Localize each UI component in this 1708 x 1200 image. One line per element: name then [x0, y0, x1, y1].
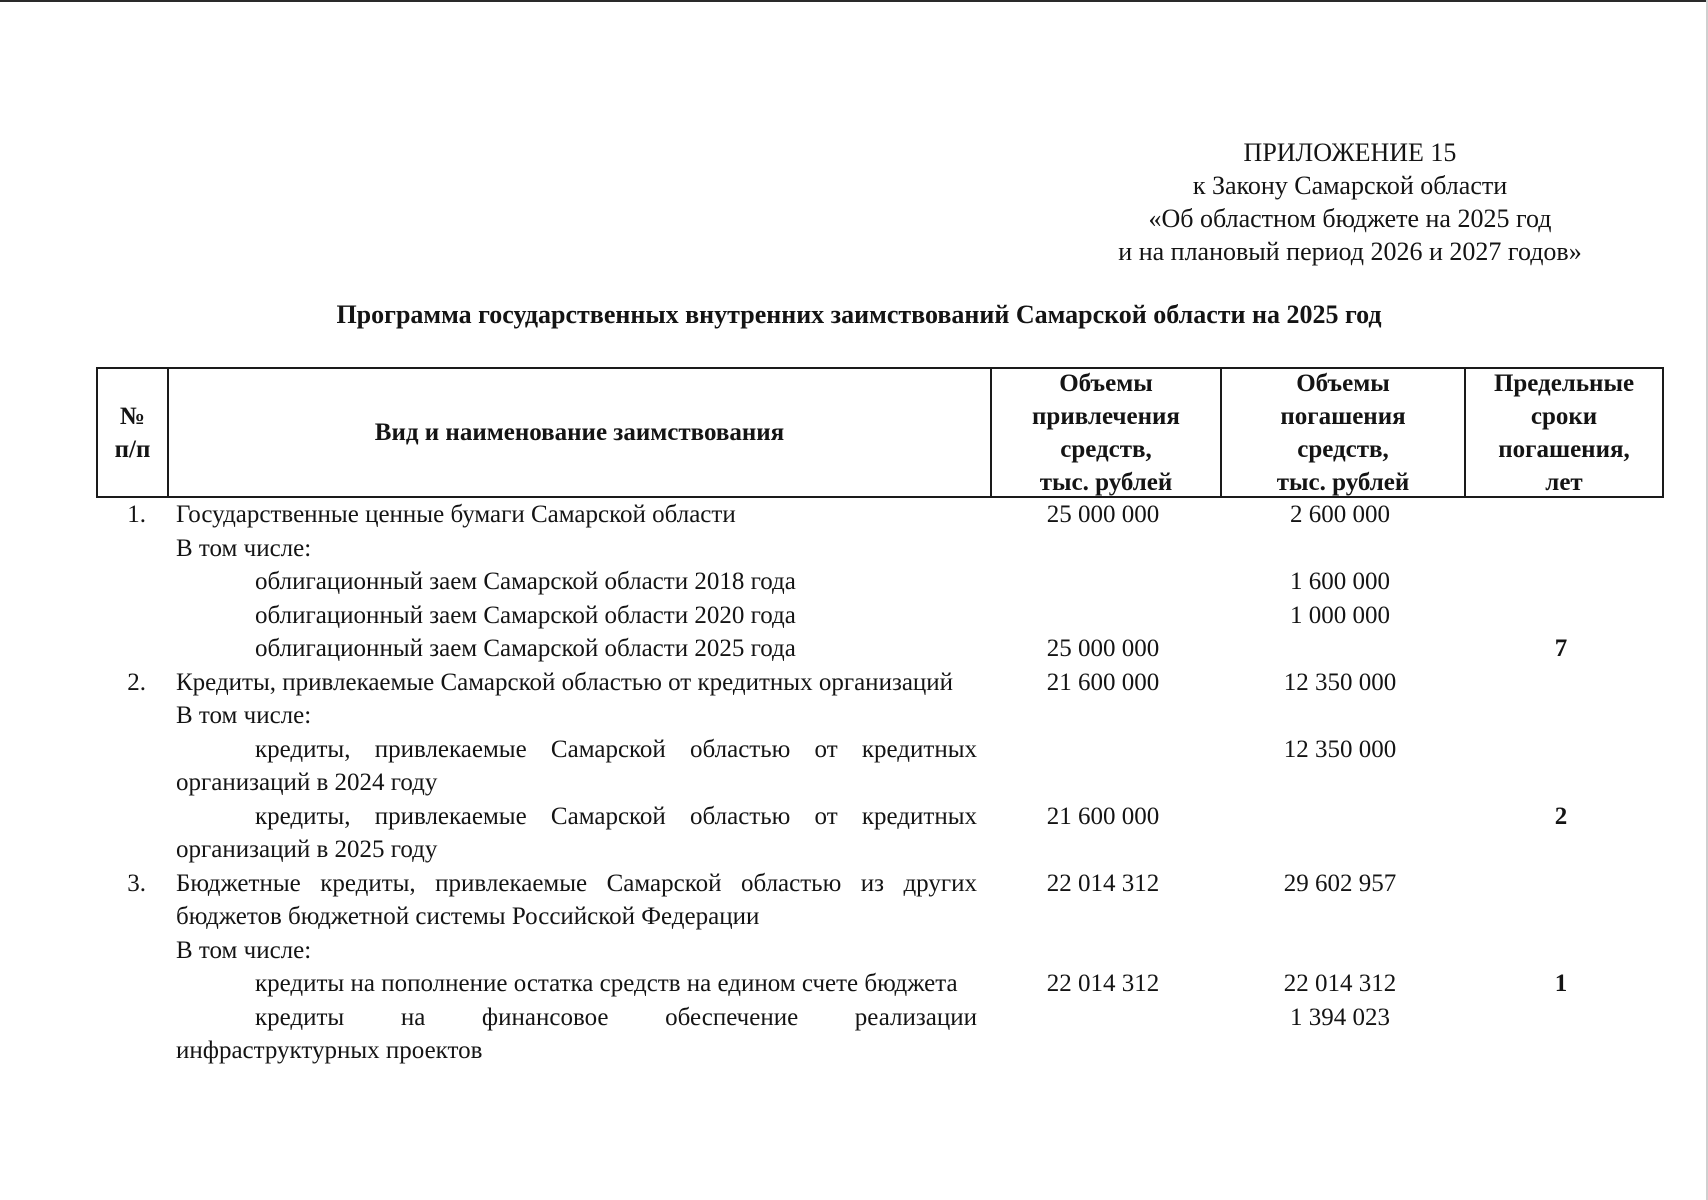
row-outflow: 1 000 000 — [1290, 601, 1390, 629]
row-inflow: 22 014 312 — [1046, 970, 1160, 997]
table-row — [96, 565, 1664, 599]
row-name: Кредиты, привлекаемые Самарской областью от кредитных организаций — [176, 668, 954, 696]
row-name: облигационный заем Самарской области 2025 года — [255, 635, 796, 662]
header-term — [1464, 369, 1662, 496]
appendix-law-title: «Об областном бюджете на 2025 год — [1148, 204, 1552, 233]
header-inflow-line: средств, — [1060, 435, 1152, 463]
table-row — [96, 666, 1664, 700]
page-top-edge — [0, 0, 1708, 2]
table-row — [96, 699, 1664, 733]
header-term-line: сроки — [1530, 402, 1598, 430]
table-row — [96, 867, 1664, 934]
row-inflow: 21 600 000 — [1046, 802, 1160, 830]
table-row — [96, 1001, 1664, 1068]
row-name: кредиты, привлекаемые Самарской областью от кредитных организаций в 2025 году — [176, 802, 977, 863]
row-name: кредиты на финансовое обеспечение реализации инфраструктурных проектов — [176, 1003, 977, 1064]
row-term: 7 — [1554, 635, 1568, 662]
row-term: 2 — [1554, 802, 1568, 830]
row-inflow: 25 000 000 — [1046, 501, 1160, 528]
row-num: 1. — [127, 501, 146, 528]
appendix-law-period: и на плановый период 2026 и 2027 годов» — [1118, 237, 1582, 266]
header-outflow-line: тыс. рублей — [1276, 468, 1410, 496]
table-row — [96, 632, 1664, 666]
appendix-number: ПРИЛОЖЕНИЕ 15 — [1243, 138, 1457, 167]
header-name-label: Вид и наименование заимствования — [374, 419, 785, 446]
header-num-line: № — [119, 402, 146, 430]
row-name: В том числе: — [176, 702, 312, 729]
table-header — [96, 367, 1664, 498]
row-outflow: 2 600 000 — [1290, 501, 1390, 528]
row-name: В том числе: — [176, 534, 312, 562]
header-inflow — [990, 369, 1220, 496]
row-num: 3. — [127, 869, 146, 897]
row-outflow: 22 014 312 — [1283, 970, 1397, 997]
header-outflow — [1220, 369, 1464, 496]
row-name: кредиты, привлекаемые Самарской областью от кредитных организаций в 2024 году — [176, 735, 977, 796]
row-outflow: 1 600 000 — [1290, 568, 1390, 595]
row-name: В том числе: — [176, 936, 312, 964]
row-outflow: 29 602 957 — [1283, 869, 1397, 897]
row-inflow: 22 014 312 — [1046, 869, 1160, 897]
row-inflow: 21 600 000 — [1046, 668, 1160, 696]
table-row — [96, 532, 1664, 566]
header-inflow-line: тыс. рублей — [1039, 468, 1173, 496]
table-row — [96, 967, 1664, 1001]
header-outflow-line: средств, — [1297, 435, 1389, 463]
row-inflow: 25 000 000 — [1046, 635, 1160, 662]
row-name: облигационный заем Самарской области 2020 года — [255, 601, 796, 629]
header-name — [167, 369, 990, 496]
header-num-line: п/п — [114, 435, 151, 463]
document-title: Программа государственных внутренних заимствований Самарской области на 2025 год — [336, 300, 1382, 329]
header-inflow-line: привлечения — [1032, 402, 1180, 430]
table-body — [96, 498, 1664, 1068]
row-name: Бюджетные кредиты, привлекаемые Самарской областью из других бюджетов бюджетной системы Российской Федерации — [176, 869, 977, 930]
header-term-line: лет — [1545, 468, 1583, 496]
header-outflow-line: погашения — [1280, 402, 1406, 430]
row-term: 1 — [1554, 970, 1568, 997]
table-row — [96, 599, 1664, 633]
table-row — [96, 498, 1664, 532]
row-name: облигационный заем Самарской области 2018 года — [255, 568, 796, 595]
row-name: Государственные ценные бумаги Самарской области — [176, 501, 736, 528]
row-name: кредиты на пополнение остатка средств на едином счете бюджета — [255, 970, 958, 997]
row-num: 2. — [127, 668, 146, 696]
header-term-line: Предельные — [1493, 369, 1635, 397]
header-term-line: погашения, — [1498, 435, 1630, 463]
header-num — [98, 369, 167, 496]
header-inflow-line: Объемы — [1059, 369, 1153, 397]
header-outflow-line: Объемы — [1296, 369, 1390, 397]
table-row — [96, 733, 1664, 800]
table-row — [96, 800, 1664, 867]
appendix-header — [1000, 136, 1700, 268]
row-outflow: 12 350 000 — [1283, 668, 1397, 696]
row-outflow: 1 394 023 — [1290, 1003, 1390, 1031]
row-outflow: 12 350 000 — [1283, 735, 1397, 763]
table-row — [96, 934, 1664, 968]
appendix-law-ref: к Закону Самарской области — [1192, 171, 1508, 200]
